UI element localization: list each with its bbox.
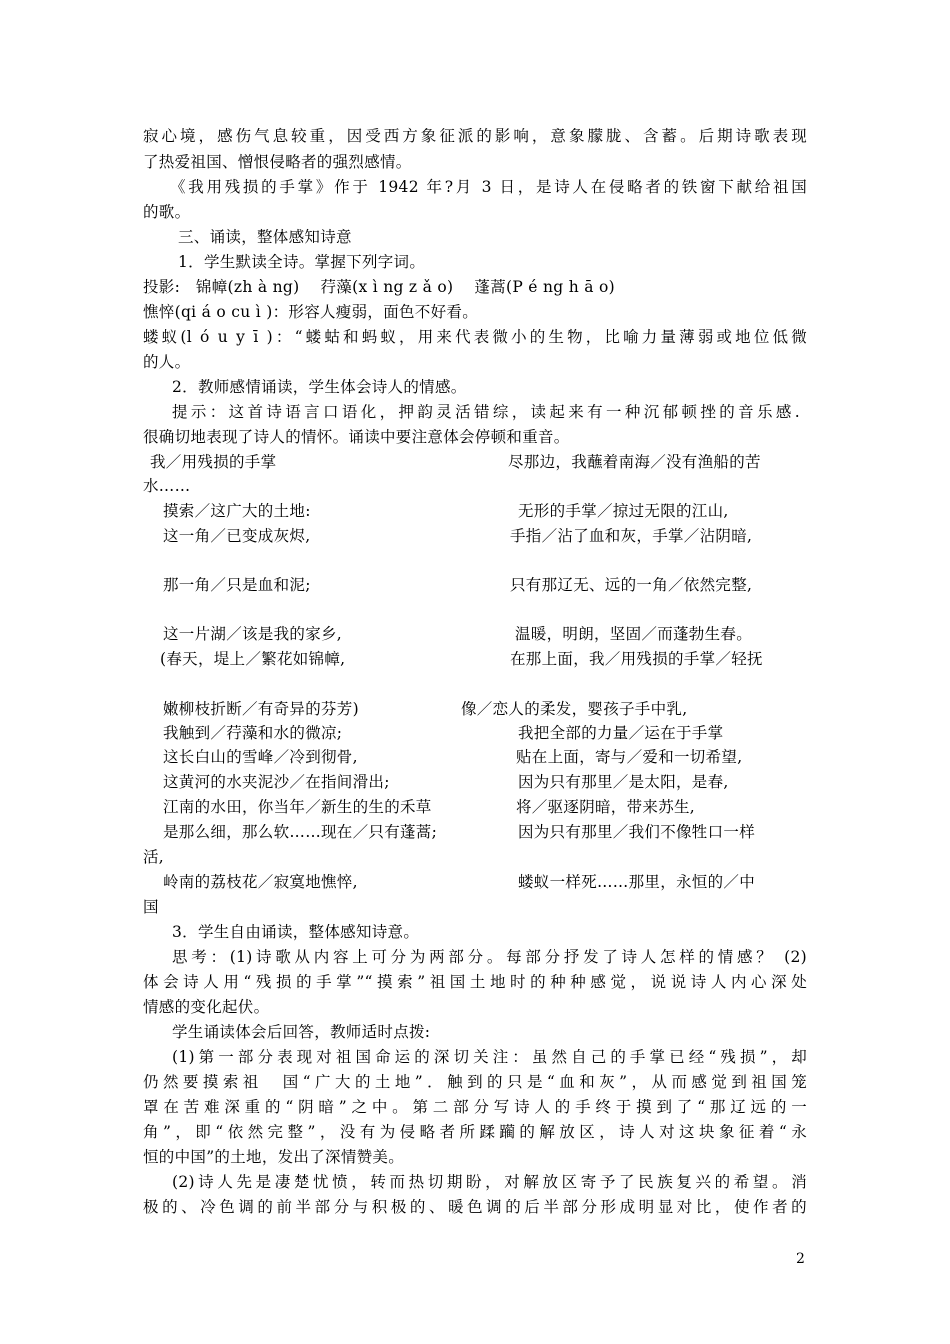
poem-left-line: 这黄河的水夹泥沙／在指间滑出; — [163, 773, 390, 791]
poem-left-line: 那一角／只是血和泥; — [163, 576, 311, 594]
poem-left-line: 水…… — [143, 477, 191, 495]
tip-line-2: 很确切地表现了诗人的情怀。诵读中要注意体会停顿和重音。 — [143, 428, 570, 446]
page-number: 2 — [796, 1251, 805, 1267]
answer-2-line-2: 极的、冷色调的前半部分与积极的、暖色调的后半部分形成明显对比，使作者的 — [143, 1198, 807, 1216]
intro-line-4: 的歌。 — [143, 203, 191, 221]
poem-right-line: 我把全部的力量／运在于手掌 — [518, 724, 724, 742]
think-line-3: 情感的变化起伏。 — [143, 998, 270, 1016]
poem-right-line: 因为只有那里／我们不像牲口一样 — [518, 823, 756, 841]
poem-right-line: 无形的手掌／掠过无限的江山, — [518, 502, 729, 520]
poem-right-line: 尽那边，我蘸着南海／没有渔船的苦 — [508, 453, 761, 471]
intro-line-1: 寂心境，感伤气息较重，因受西方象征派的影响，意象朦胧、含蓄。后期诗歌表现 — [143, 127, 807, 145]
poem-right-line: 在那上面，我／用残损的手掌／轻抚 — [510, 650, 763, 668]
poem-left-line: 嫩柳枝折断／有奇异的芬芳) — [163, 700, 359, 718]
poem-left-line: 摸索／这广大的土地: — [163, 502, 311, 520]
intro-line-2: 了热爱祖国、憎恨侵略者的强烈感情。 — [143, 153, 412, 171]
vocab-line-3b: 的人。 — [143, 353, 191, 371]
vocab-line-1: 投影: 锦幛(zh à ng) 荇藻(x ì ng z ǎ o) 蓬蒿(P é ng h ā o) — [143, 278, 615, 296]
vocab-line-3a: 蝼蚁(l ó u y ī )：“蝼蛄和蚂蚁，用来代表微小的生物，比喻力量薄弱或地位低微 — [143, 328, 807, 346]
section-heading: 三、诵读，整体感知诗意 — [178, 228, 352, 246]
answer-1-line-3: 罩在苦难深重的“阴暗”之中。第二部分写诗人的手终于摸到了“那辽远的一 — [143, 1098, 807, 1116]
poem-right-line: 只有那辽无、远的一角／依然完整, — [510, 576, 753, 594]
poem-left-line: 这长白山的雪峰／冷到彻骨, — [163, 748, 358, 766]
poem-left-line: 活, — [143, 848, 165, 866]
answer-1-line-2: 仍然要摸索祖 国“广大的土地”．触到的只是“血和灰”，从而感觉到祖国笼 — [143, 1073, 807, 1091]
poem-left-line: 这一片湖／该是我的家乡, — [163, 625, 343, 643]
poem-right-line: 贴在上面，寄与／爱和一切希望, — [516, 748, 743, 766]
poem-left-line: 国 — [143, 898, 159, 916]
poem-left-line: 我／用残损的手掌 — [150, 453, 277, 471]
poem-left-line: 是那么细，那么软……现在／只有蓬蒿; — [163, 823, 438, 841]
think-line-2: 体会诗人用“残损的手掌”“摸索”祖国土地时的种种感觉，说说诗人内心深处 — [143, 973, 807, 991]
step-1: 1．学生默读全诗。掌握下列字词。 — [178, 253, 426, 271]
answer-1-line-4: 角”，即“依然完整”，没有为侵略者所蹂躏的解放区，诗人对这块象征着“永 — [143, 1123, 807, 1141]
poem-left-line: 我触到／荇藻和水的微凉; — [163, 724, 343, 742]
poem-left-line: (春天，堤上／繁花如锦幛, — [160, 650, 346, 668]
poem-left-line: 这一角／已变成灰烬, — [163, 527, 311, 545]
tip-line-1: 提示：这首诗语言口语化，押韵灵活错综，读起来有一种沉郁顿挫的音乐感. — [172, 403, 800, 421]
step-3: 3．学生自由诵读，整体感知诗意。 — [172, 923, 420, 941]
poem-right-line: 因为只有那里／是太阳，是春, — [518, 773, 729, 791]
intro-line-3: 《我用残损的手掌》作于 1942 年?月 3 日，是诗人在侵略者的铁窗下献给祖国 — [170, 178, 807, 196]
poem-right-line: 像／恋人的柔发，婴孩子手中乳, — [461, 700, 688, 718]
answer-intro: 学生诵读体会后回答，教师适时点拨: — [172, 1023, 431, 1041]
answer-1-line-5: 恒的中国”的土地，发出了深情赞美。 — [143, 1148, 405, 1166]
answer-2-line-1: (2)诗人先是凄楚忧愤，转而热切期盼，对解放区寄予了民族复兴的希望。消 — [172, 1173, 807, 1191]
poem-right-line: 手指／沾了血和灰，手掌／沾阴暗, — [510, 527, 753, 545]
poem-left-line: 江南的水田，你当年／新生的生的禾草 — [163, 798, 432, 816]
step-2: 2．教师感情诵读，学生体会诗人的情感。 — [172, 378, 467, 396]
poem-right-line: 蝼蚁一样死……那里，永恒的／中 — [518, 873, 756, 891]
vocab-line-2: 憔悴(qi á o cu ì )：形容人瘦弱，面色不好看。 — [143, 303, 479, 321]
poem-left-line: 岭南的荔枝花／寂寞地憔悴, — [163, 873, 358, 891]
poem-right-line: 温暖，明朗，坚固／而蓬勃生春。 — [515, 625, 753, 643]
poem-right-line: 将／驱逐阴暗，带来苏生, — [516, 798, 696, 816]
answer-1-line-1: (1)第一部分表现对祖国命运的深切关注：虽然自己的手掌已经“残损”，却 — [172, 1048, 807, 1066]
think-line-1: 思考：(1)诗歌从内容上可分为两部分。每部分抒发了诗人怎样的情感？ (2) — [172, 948, 807, 966]
